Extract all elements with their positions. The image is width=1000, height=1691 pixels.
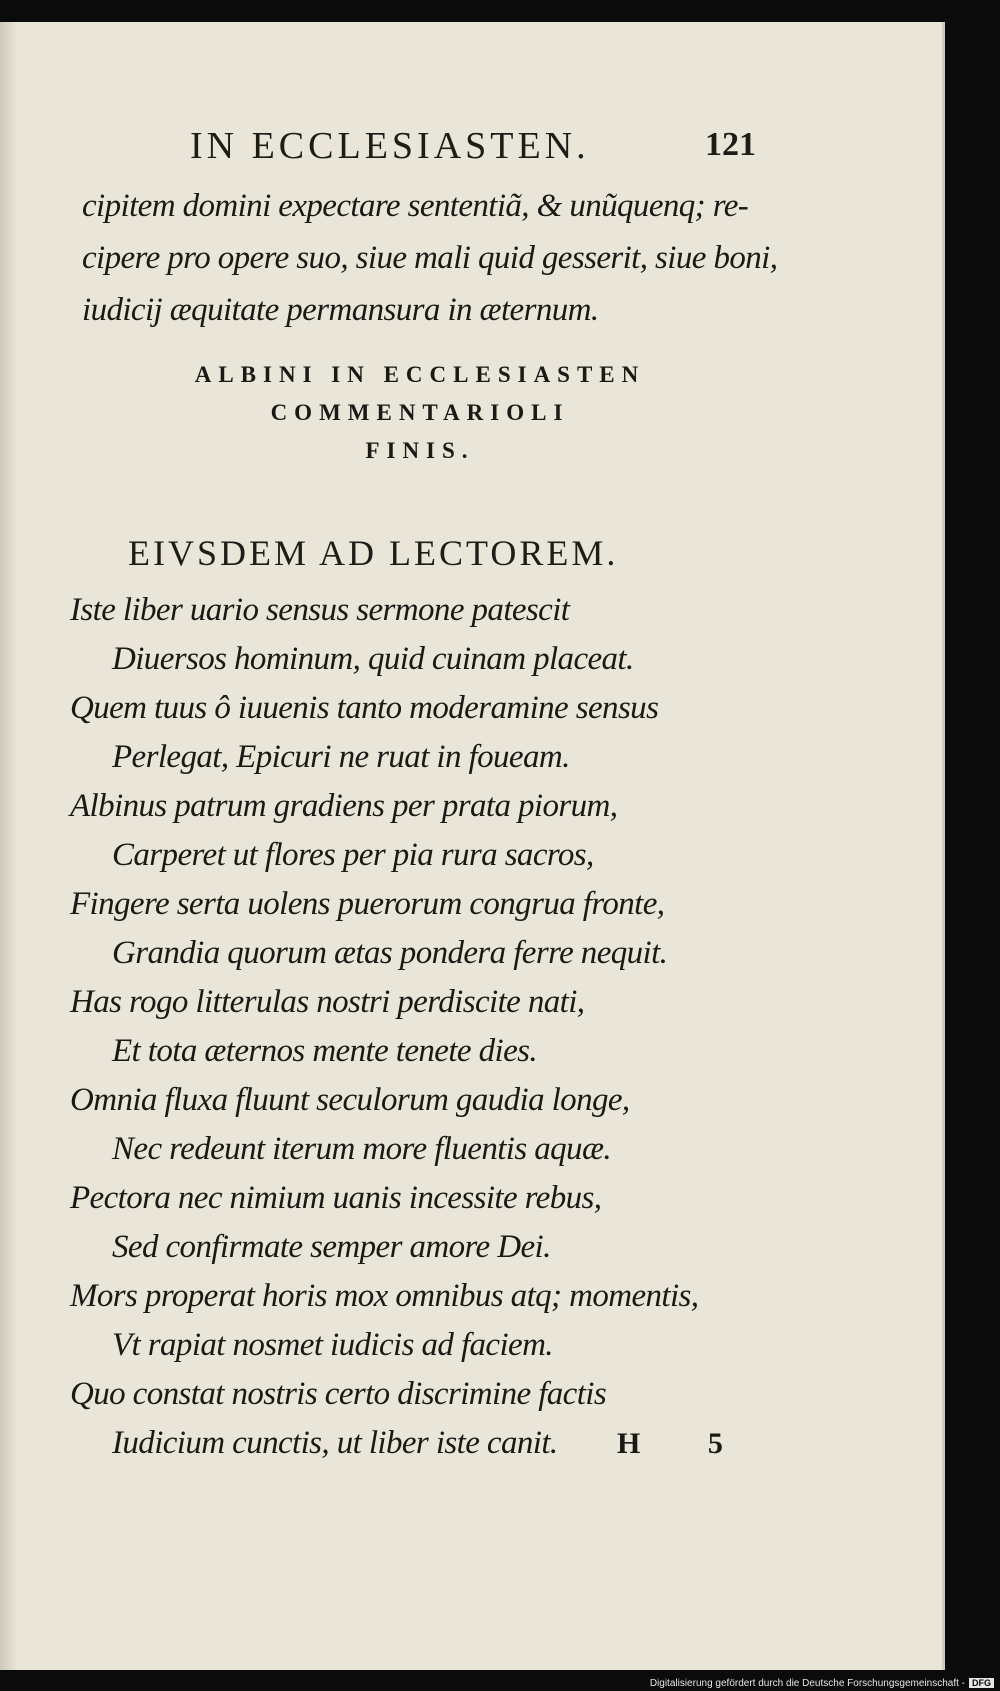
poem-line: Fingere serta uolens puerorum congrua fronte, <box>70 886 665 922</box>
poem-line: Pectora nec nimium uanis incessite rebus, <box>70 1180 602 1216</box>
colophon-line: COMMENTARIOLI <box>270 400 570 425</box>
signature-mark: H 5 <box>617 1427 753 1460</box>
poem-line: Carperet ut flores per pia rura sacros, <box>112 837 594 873</box>
poem-line: Et tota æternos mente tenete dies. <box>112 1033 538 1069</box>
colophon-line: ALBINI IN ECCLESIASTEN <box>194 362 646 387</box>
poem-line: Omnia fluxa fluunt seculorum gaudia longe, <box>70 1082 630 1118</box>
poem-heading: EIVSDEM AD LECTOREM. <box>128 533 619 573</box>
poem-line: Mors properat horis mox omnibus atq; momentis, <box>70 1278 699 1314</box>
colophon-line: FINIS. <box>365 438 475 463</box>
poem-line: Perlegat, Epicuri ne ruat in foueam. <box>112 739 570 775</box>
poem-line: Has rogo litterulas nostri perdiscite nati, <box>70 984 585 1020</box>
page-number: 121 <box>705 126 756 163</box>
digitization-credit <box>650 1678 994 1689</box>
colophon <box>120 362 720 476</box>
book-page <box>0 22 945 1670</box>
prose-line: cipitem domini expectare sententiã, & unũquenq; re- <box>82 188 749 224</box>
poem-line: Sed confirmate semper amore Dei. <box>112 1229 551 1265</box>
poem-line: Vt rapiat nosmet iudicis ad faciem. <box>112 1327 553 1363</box>
running-head: IN ECCLESIASTEN. <box>190 125 590 167</box>
poem-line: Grandia quorum ætas pondera ferre nequit. <box>112 935 668 971</box>
poem-line: Iudicium cunctis, ut liber iste canit. <box>112 1425 558 1461</box>
poem-line: Albinus patrum gradiens per prata piorum, <box>70 788 618 824</box>
poem-line: Quo constat nostris certo discrimine factis <box>70 1376 607 1412</box>
poem-line: Diuersos hominum, quid cuinam placeat. <box>112 641 634 677</box>
prose-paragraph <box>82 188 782 344</box>
dfg-logo: DFG <box>969 1678 994 1688</box>
poem-line: Nec redeunt iterum more fluentis aquæ. <box>112 1131 612 1167</box>
credit-text: Digitalisierung gefördert durch die Deutsche Forschungsgemeinschaft - <box>649 1678 965 1689</box>
poem <box>70 592 770 1474</box>
prose-line: iudicij æquitate permansura in æternum. <box>82 292 599 328</box>
poem-line: Iste liber uario sensus sermone patescit <box>70 592 570 628</box>
prose-line: cipere pro opere suo, siue mali quid gesserit, siue boni, <box>82 240 778 276</box>
poem-line: Quem tuus ô iuuenis tanto moderamine sensus <box>70 690 659 726</box>
